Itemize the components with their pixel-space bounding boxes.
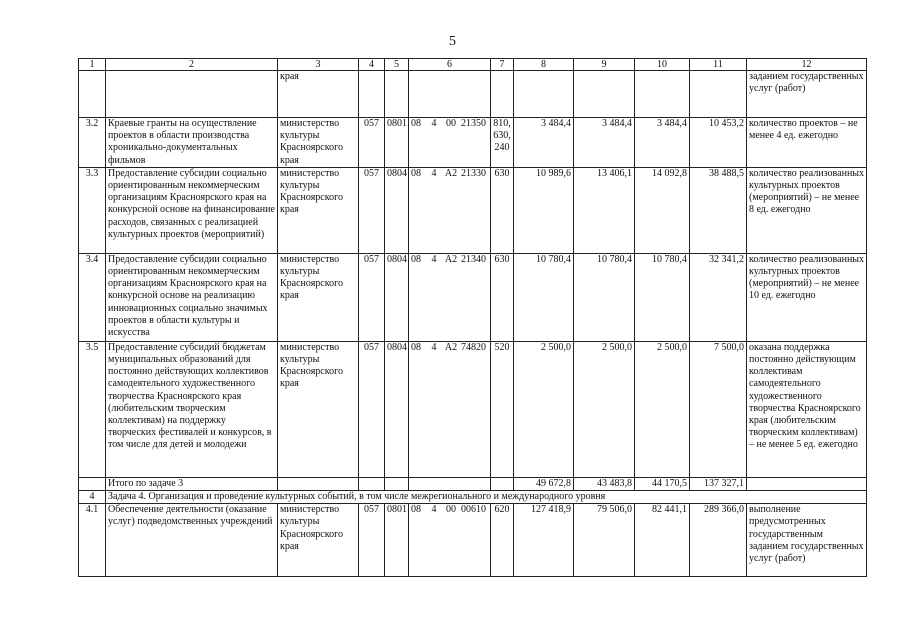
result-cell: количество реализованных культурных проектов (мероприятий) – не менее 8 ед. ежегодно (747, 167, 867, 253)
value-total: 10 453,2 (690, 118, 747, 168)
value-total: 32 341,2 (690, 253, 747, 341)
grbs-cell: 057 (359, 504, 385, 577)
value-2014: 10 780,4 (514, 253, 574, 341)
measure-name: Обеспечение деятельности (оказание услуг) подведомственных учреждений (106, 504, 278, 577)
table-row (79, 118, 867, 168)
header-cell: 1 (79, 59, 106, 71)
value-2016: 82 441,1 (635, 504, 690, 577)
csr-cell: 08 4 00 21350 (409, 118, 491, 168)
vr-cell: 810, 630, 240 (491, 118, 514, 168)
result-cell: оказана поддержка постоянно действующим коллективам самодеятельного художественного творчества Красноярского края (любительским творческим коллективам) – не менее 5 ед. ежегодно (747, 341, 867, 477)
result-cell: количество проектов – не менее 4 ед. ежегодно (747, 118, 867, 168)
header-cell: 6 (409, 59, 491, 71)
header-cell: 11 (690, 59, 747, 71)
value-2015: 3 484,4 (574, 118, 635, 168)
row-number: 3.2 (79, 118, 106, 168)
task-title: Задача 4. Организация и проведение культурных событий, в том числе межрегионального и международного уровня (106, 491, 867, 504)
header-cell: 10 (635, 59, 690, 71)
executor-cell: министерство культуры Красноярского края (278, 118, 359, 168)
measure-name: Предоставление субсидии социально ориентированным некоммерческим организациям Красноярского края на конкурсной основе на финансирование расходов, связанных с реализацией культурных проектов (мероприятий) (106, 167, 278, 253)
rzpr-cell: 0801 (385, 118, 409, 168)
vr-cell: 620 (491, 504, 514, 577)
subtotal-total: 137 327,1 (690, 477, 747, 490)
subtotal-row (79, 477, 867, 490)
page-number: 5 (449, 34, 456, 49)
header-cell: 12 (747, 59, 867, 71)
header-cell: 7 (491, 59, 514, 71)
header-row (79, 59, 867, 71)
result-cell: заданием государственных услуг (работ) (747, 71, 867, 118)
table-row (79, 253, 867, 341)
subtotal-2015: 43 483,8 (574, 477, 635, 490)
header-cell: 2 (106, 59, 278, 71)
value-total: 7 500,0 (690, 341, 747, 477)
value-2016: 14 092,8 (635, 167, 690, 253)
row-number: 3.4 (79, 253, 106, 341)
table-row (79, 341, 867, 477)
header-cell: 5 (385, 59, 409, 71)
value-total: 38 488,5 (690, 167, 747, 253)
grbs-cell: 057 (359, 341, 385, 477)
value-2016: 3 484,4 (635, 118, 690, 168)
value-2016: 10 780,4 (635, 253, 690, 341)
grbs-cell: 057 (359, 167, 385, 253)
grbs-cell: 057 (359, 118, 385, 168)
executor-cell: края (278, 71, 359, 118)
rzpr-cell: 0804 (385, 341, 409, 477)
rzpr-cell: 0801 (385, 504, 409, 577)
value-2015: 10 780,4 (574, 253, 635, 341)
vr-cell: 630 (491, 253, 514, 341)
executor-cell: министерство культуры Красноярского края (278, 253, 359, 341)
subtotal-2014: 49 672,8 (514, 477, 574, 490)
header-cell: 3 (278, 59, 359, 71)
value-2014: 2 500,0 (514, 341, 574, 477)
grbs-cell: 057 (359, 253, 385, 341)
vr-cell: 520 (491, 341, 514, 477)
header-cell: 8 (514, 59, 574, 71)
subtotal-label: Итого по задаче 3 (106, 477, 278, 490)
measure-name: Предоставление субсидий бюджетам муниципальных образований для постоянно действующих коллективов самодеятельного художественного творчества Красноярского края (любительским творческим коллективам) на поддержку творческих фестивалей и конкурсов, в том числе для детей и молодежи (106, 341, 278, 477)
header-cell: 4 (359, 59, 385, 71)
value-2016: 2 500,0 (635, 341, 690, 477)
row-number: 4.1 (79, 504, 106, 577)
csr-cell: 08 4 А2 21340 (409, 253, 491, 341)
table-row (79, 167, 867, 253)
csr-cell: 08 4 А2 74820 (409, 341, 491, 477)
header-cell: 9 (574, 59, 635, 71)
continuation-row (79, 71, 867, 118)
value-2015: 79 506,0 (574, 504, 635, 577)
result-cell: количество реализованных культурных проектов (мероприятий) – не менее 10 ед. ежегодно (747, 253, 867, 341)
value-2014: 10 989,6 (514, 167, 574, 253)
executor-cell: министерство культуры Красноярского края (278, 341, 359, 477)
rzpr-cell: 0804 (385, 253, 409, 341)
value-2015: 2 500,0 (574, 341, 635, 477)
result-cell: выполнение предусмотренных государственным заданием государственных услуг (работ) (747, 504, 867, 577)
table-row (79, 504, 867, 577)
rzpr-cell: 0804 (385, 167, 409, 253)
measure-name: Краевые гранты на осуществление проектов в области производства хроникально-документальных фильмов (106, 118, 278, 168)
task-number: 4 (79, 491, 106, 504)
value-total: 289 366,0 (690, 504, 747, 577)
program-table (78, 58, 867, 577)
row-number: 3.3 (79, 167, 106, 253)
measure-name: Предоставление субсидии социально ориентированным некоммерческим организациям Красноярского края на конкурсной основе на реализацию инновационных социально значимых проектов в области культуры и искусства (106, 253, 278, 341)
task-header-row (79, 491, 867, 504)
value-2014: 3 484,4 (514, 118, 574, 168)
row-number: 3.5 (79, 341, 106, 477)
subtotal-2016: 44 170,5 (635, 477, 690, 490)
vr-cell: 630 (491, 167, 514, 253)
value-2015: 13 406,1 (574, 167, 635, 253)
csr-cell: 08 4 00 00610 (409, 504, 491, 577)
executor-cell: министерство культуры Красноярского края (278, 167, 359, 253)
csr-cell: 08 4 А2 21330 (409, 167, 491, 253)
executor-cell: министерство культуры Красноярского края (278, 504, 359, 577)
value-2014: 127 418,9 (514, 504, 574, 577)
